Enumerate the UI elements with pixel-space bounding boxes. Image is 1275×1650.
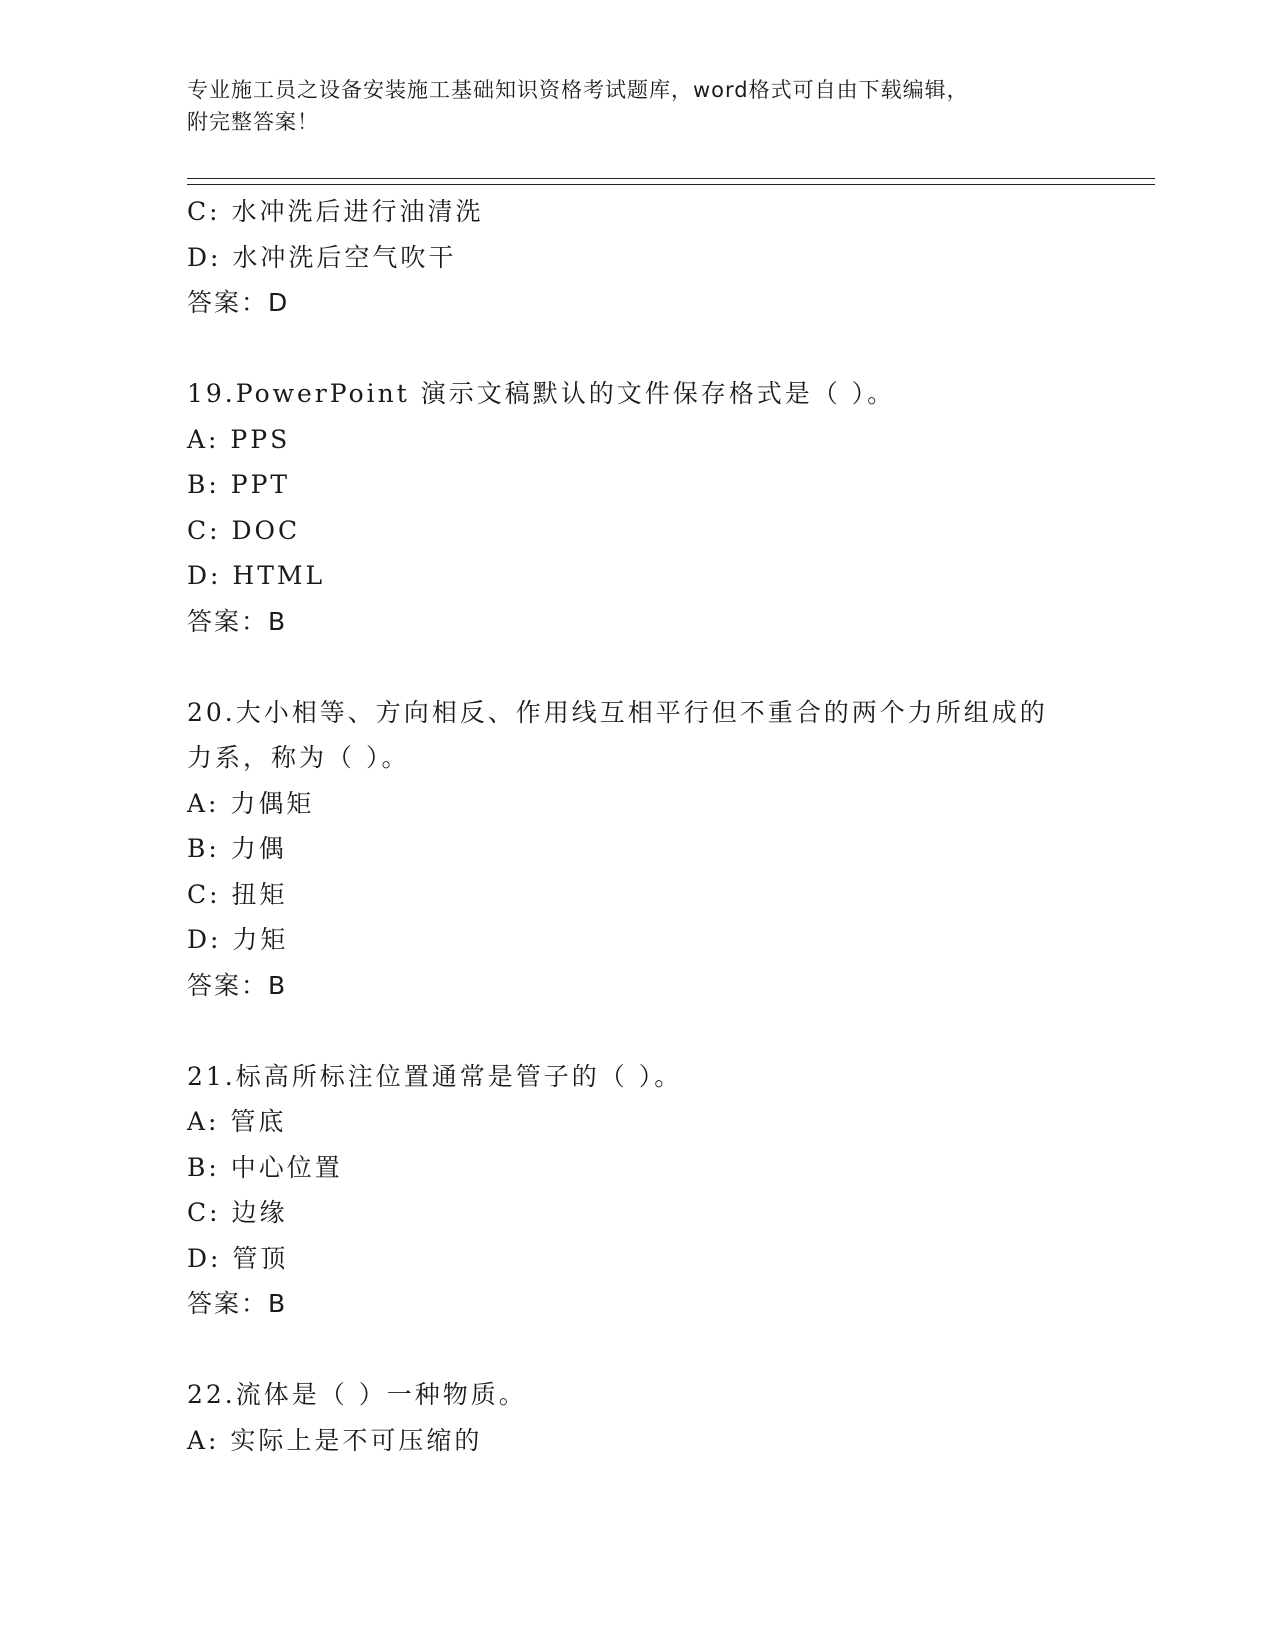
- question-stem: 22.流体是（ ）一种物质。: [187, 1380, 527, 1409]
- option-c: C: 边缘: [187, 1198, 288, 1227]
- question-list: [187, 189, 1087, 1463]
- question-22: [187, 1372, 1087, 1463]
- option-a: A: 管底: [187, 1107, 287, 1136]
- question-stem: 20.大小相等、方向相反、作用线互相平行但不重合的两个力所组成的: [187, 697, 1048, 727]
- option-c: C: 水冲洗后进行油清洗: [187, 197, 484, 226]
- option-a: A: 力偶矩: [187, 788, 315, 818]
- option-d: D: 管顶: [187, 1243, 289, 1273]
- header-divider: [187, 178, 1155, 185]
- option-b: B: 中心位置: [187, 1152, 343, 1182]
- question-19: [187, 371, 1087, 644]
- answer-label: 答案：B: [187, 606, 288, 636]
- question-stem: 21.标高所标注位置通常是管子的（ ）。: [187, 1061, 683, 1091]
- header-line-1: 专业施工员之设备安装施工基础知识资格考试题库，word格式可自由下载编辑，: [187, 78, 969, 102]
- question-stem: 19.PowerPoint 演示文稿默认的文件保存格式是（ ）。: [187, 379, 896, 408]
- option-a: A: 实际上是不可压缩的: [187, 1425, 483, 1455]
- option-d: D: 力矩: [187, 925, 289, 954]
- header-line-2: 附完整答案！: [187, 110, 319, 134]
- document-header: [187, 74, 1067, 138]
- answer-label: 答案：B: [187, 970, 288, 1000]
- spacer: [187, 326, 1087, 372]
- question-18-tail: [187, 189, 1087, 326]
- option-c: C: DOC: [187, 515, 301, 545]
- spacer: [187, 644, 1087, 690]
- option-b: B: 力偶: [187, 834, 287, 863]
- question-stem-continued: 力系，称为（ ）。: [187, 743, 410, 772]
- option-d: D: HTML: [187, 561, 326, 590]
- option-c: C: 扭矩: [187, 879, 288, 909]
- option-a: A: PPS: [187, 424, 291, 454]
- option-b: B: PPT: [187, 470, 291, 499]
- spacer: [187, 1327, 1087, 1373]
- answer-label: 答案：B: [187, 1289, 288, 1318]
- answer-label: 答案：D: [187, 288, 290, 317]
- option-d: D: 水冲洗后空气吹干: [187, 242, 457, 272]
- question-20: [187, 690, 1087, 1009]
- question-21: [187, 1054, 1087, 1327]
- spacer: [187, 1008, 1087, 1054]
